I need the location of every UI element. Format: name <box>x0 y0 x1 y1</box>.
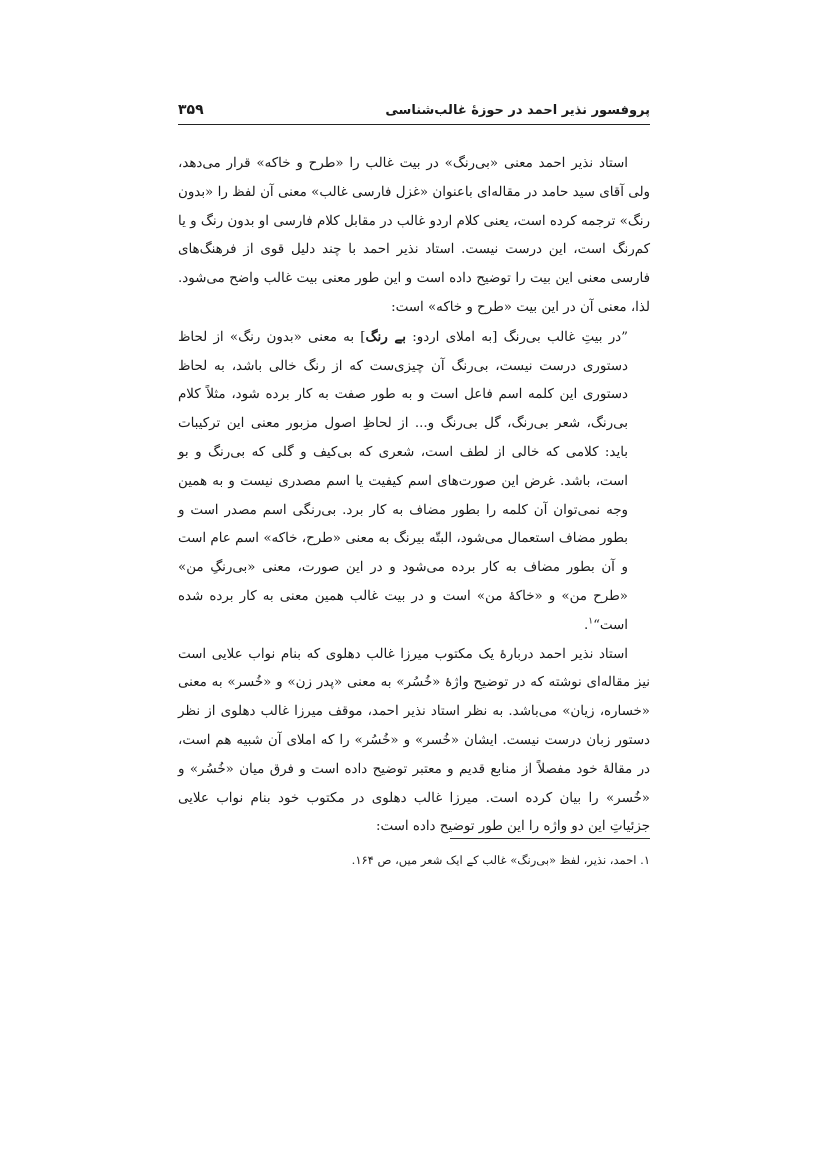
footnote: ۱. احمد، نذیر، لفظ «بی‌رنگ» غالب کے ایک شعر میں، ص ۱۶۴. <box>351 853 650 867</box>
block-quote <box>178 323 628 641</box>
running-title: پروفسور نذیر احمد در حوزهٔ غالب‌شناسی <box>385 103 650 118</box>
paragraph-1: استاد نذیر احمد معنی «بی‌رنگ» در بیت غالب را «طرح و خاکه» قرار می‌دهد، ولی آقای سید حامد در مقاله‌ای باعنوان «غزل فارسی غالب» معنی آن لفظ را «بدون رنگ» ترجمه کرده است، یعنی کلام اردو غالب در مقابل کلام فارسی او بدون رنگ و یا کم‌رنگ است، این درست نیست. استاد نذیر احمد با چند دلیل قوی از فرهنگ‌های فارسی معنی این بیت را توضیح داده است و این طور معنی بیت غالب واضح می‌شود. لذا، معنی آن در این بیت «طرح و خاکه» است: <box>178 156 650 315</box>
urdu-spelling: بے رنگ <box>365 328 406 345</box>
footnote-ref: ۱ <box>588 616 594 627</box>
paragraph-2: استاد نذیر احمد دربارهٔ یک مکتوب میرزا غالب دهلوی که بنام نواب علایی است نیز مقاله‌ای نوشته که در توضیح واژهٔ «خُسُر» به معنی «پدر زن» و «خُسر» به معنی «خساره، زیان» می‌باشد. به نظر استاد نذیر احمد، موقف میرزا غالب دهلوی از نظر دستور زبان درست نیست. ایشان «خُسر» و «خُسُر» را که املای آن شبیه هم است، در مقالهٔ خود مفصلاً از منابع قدیم و معتبر توضیح داده است و فرق میان «خُسُر» و «خُسر» را بیان کرده است. میرزا غالب دهلوی در مکتوب خود بنام نواب علایی جزئیاتِ این دو واژه را این طور توضیح داده است: <box>178 646 650 835</box>
quote-text-rest: ] به معنی «بدون رنگ» از لحاظ دستوری درست نیست، بی‌رنگ آن چیزی‌ست که از رنگ خالی باشد، به لحاظ دستوری این کلمه اسم فاعل است و به طور صفت به کار برده شود، مثلاً کلام بی‌رنگ، شعر بی‌رنگ، گل بی‌رنگ و... از لحاظِ اصول مزبور معنی این ترکیبات باید: کلامی که خالی از لطف است، شعری که بی‌کیف و گلی که بی‌رنگ و بو است، باشد. غرض این صورت‌های اسم کیفیت یا اسم مصدری نیست و به همین وجه نمی‌توان آن کلمه را بطور مضاف به کار برد. بی‌رنگی اسم مصدر است و بطور مضاف استعمال می‌شود، البتّه بیرنگ به معنی «طرح، خاکه» اسم عام است و آن بطور مضاف به کار برده می‌شود و در این صورت، معنی «بی‌رنگِ من» «طرح من» و «خاکهٔ من» است و در بیت غالب همین معنی به کار برده شده است“ <box>178 329 628 633</box>
page-header <box>178 100 650 125</box>
page-number: ۳۵۹ <box>178 102 204 118</box>
footnote-divider <box>450 838 650 839</box>
quote-end-period: . <box>583 617 589 633</box>
body-text <box>178 150 650 842</box>
quote-text-start: ”در بیتِ غالب بی‌رنگ [به املای اردو: <box>405 329 628 345</box>
